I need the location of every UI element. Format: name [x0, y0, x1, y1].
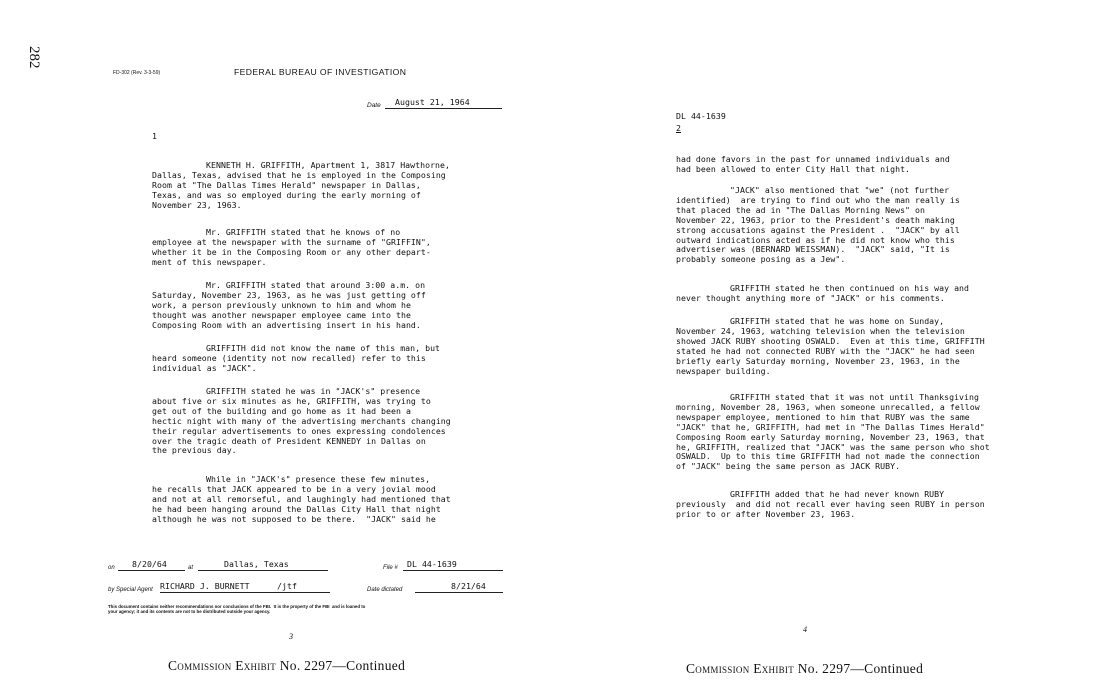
- dictated-value: 8/21/64: [415, 582, 503, 593]
- paragraph: "JACK" also mentioned that "we" (not further identified) are trying to find out who the man really is that placed the ad in "The Dallas Morning News" on November 22, 1963, prior to the President's death making strong accusations against the President . "JACK" by all outward indications acted as if he did not know who this advertiser was (BERNARD WEISSMAN). "JACK" said, "It is probably someone posing as a Jew".: [676, 185, 960, 265]
- disclaimer: This document contains neither recommendations nor conclusions of the FBI. It is the property of the FBI and is loaned to your agency; it and its contents are not to be distributed outside your agency.: [108, 604, 366, 615]
- agent-initials: /jtf: [255, 582, 330, 593]
- at-label: at: [188, 565, 194, 571]
- exhibit-caption: [686, 661, 923, 677]
- paragraph: GRIFFITH stated that it was not until Thanksgiving morning, November 28, 1963, when someone unrecalled, a fellow newspaper employee, mentioned to him that RUBY was the same "JACK" that he, GRIFFITH, had met in "The Dallas Times Herald" Composing Room early Saturday morning, November 23, 1963, that he, GRIFFITH, realized that "JACK" was the same person who shot OSWALD. Up to this time GRIFFITH had not made the connection of "JACK" being the same person as JACK RUBY.: [676, 392, 990, 472]
- caption-suffix: No. 2297—Continued: [279, 658, 406, 673]
- date-label: Date: [367, 102, 381, 109]
- margin-page-number: 282: [26, 46, 42, 69]
- file-reference: DL 44-1639: [676, 111, 726, 121]
- paragraph: had done favors in the past for unnamed individuals and had been allowed to enter City Hall that night.: [676, 154, 950, 174]
- date-value: August 21, 1964: [385, 98, 502, 109]
- agency-heading: FEDERAL BUREAU OF INVESTIGATION: [234, 67, 407, 77]
- form-number: FD-302 (Rev. 3-3-59): [113, 70, 161, 76]
- at-value: Dallas, Texas: [198, 560, 328, 571]
- paragraph: GRIFFITH stated he then continued on his way and never thought anything more of "JACK" or his comments.: [676, 283, 970, 303]
- bottom-mark: 4: [803, 625, 807, 634]
- file-value: DL 44-1639: [403, 560, 503, 571]
- page-number: 1: [152, 131, 157, 141]
- paragraph: KENNETH H. GRIFFITH, Apartment 1, 3817 Hawthorne, Dallas, Texas, advised that he is employed in the Composing Room at "The Dallas Times Herald" newspaper in Dallas, Texas, and was so employed during the early morning of November 23, 1963.: [152, 160, 450, 210]
- caption-prefix: Commission Exhibit: [168, 658, 277, 673]
- bottom-mark: 3: [289, 632, 293, 641]
- paragraph: GRIFFITH did not know the name of this man, but heard someone (identity not now recalled) refer to this individual as "JACK".: [152, 343, 441, 373]
- on-label: on: [108, 565, 115, 571]
- paragraph: Mr. GRIFFITH stated that around 3:00 a.m. on Saturday, November 23, 1963, as he was just getting off work, a person previously unknown to him and whom he thought was another newspaper employee came into the Composing Room with an advertising insert in his hand.: [152, 280, 426, 330]
- exhibit-caption: [168, 658, 405, 674]
- paragraph: While in "JACK's" presence these few minutes, he recalls that JACK appeared to be in a very jovial mood and not at all remorseful, and laughingly had mentioned that he had been hanging around the Dallas City Hall that night although he was not supposed to be there. "JACK" said he: [152, 474, 451, 524]
- file-label: File #: [383, 565, 398, 571]
- dictated-label: Date dictated: [367, 587, 403, 593]
- agent-value: RICHARD J. BURNETT: [160, 582, 255, 593]
- on-value: 8/20/64: [118, 560, 185, 571]
- caption-suffix: No. 2297—Continued: [797, 661, 924, 676]
- paragraph: GRIFFITH stated that he was home on Sunday, November 24, 1963, watching television when the television showed JACK RUBY shooting OSWALD. Even at this time, GRIFFITH stated he had not connected RUBY with the "JACK" he had seen briefly early Saturday morning, November 23, 1963, in the newspaper building.: [676, 316, 985, 376]
- paragraph: GRIFFITH stated he was in "JACK's" presence about five or six minutes as he, GRIFFITH, was trying to get out of the building and go home as it had been a hectic night with many of the advertising merchants changing their regular advertisements to ones expressing condolences over the tragic death of President KENNEDY in Dallas on the previous day.: [152, 386, 451, 456]
- page-number: 2: [676, 123, 681, 133]
- agent-label: by Special Agent: [108, 587, 153, 593]
- caption-prefix: Commission Exhibit: [686, 661, 795, 676]
- paragraph: Mr. GRIFFITH stated that he knows of no employee at the newspaper with the surname of "GRIFFIN", whether it be in the Composing Room or any other depart- ment of this newspaper.: [152, 227, 431, 267]
- paragraph: GRIFFITH added that he had never known RUBY previously and did not recall ever having seen RUBY in person prior to or after November 23, 1963.: [676, 489, 985, 519]
